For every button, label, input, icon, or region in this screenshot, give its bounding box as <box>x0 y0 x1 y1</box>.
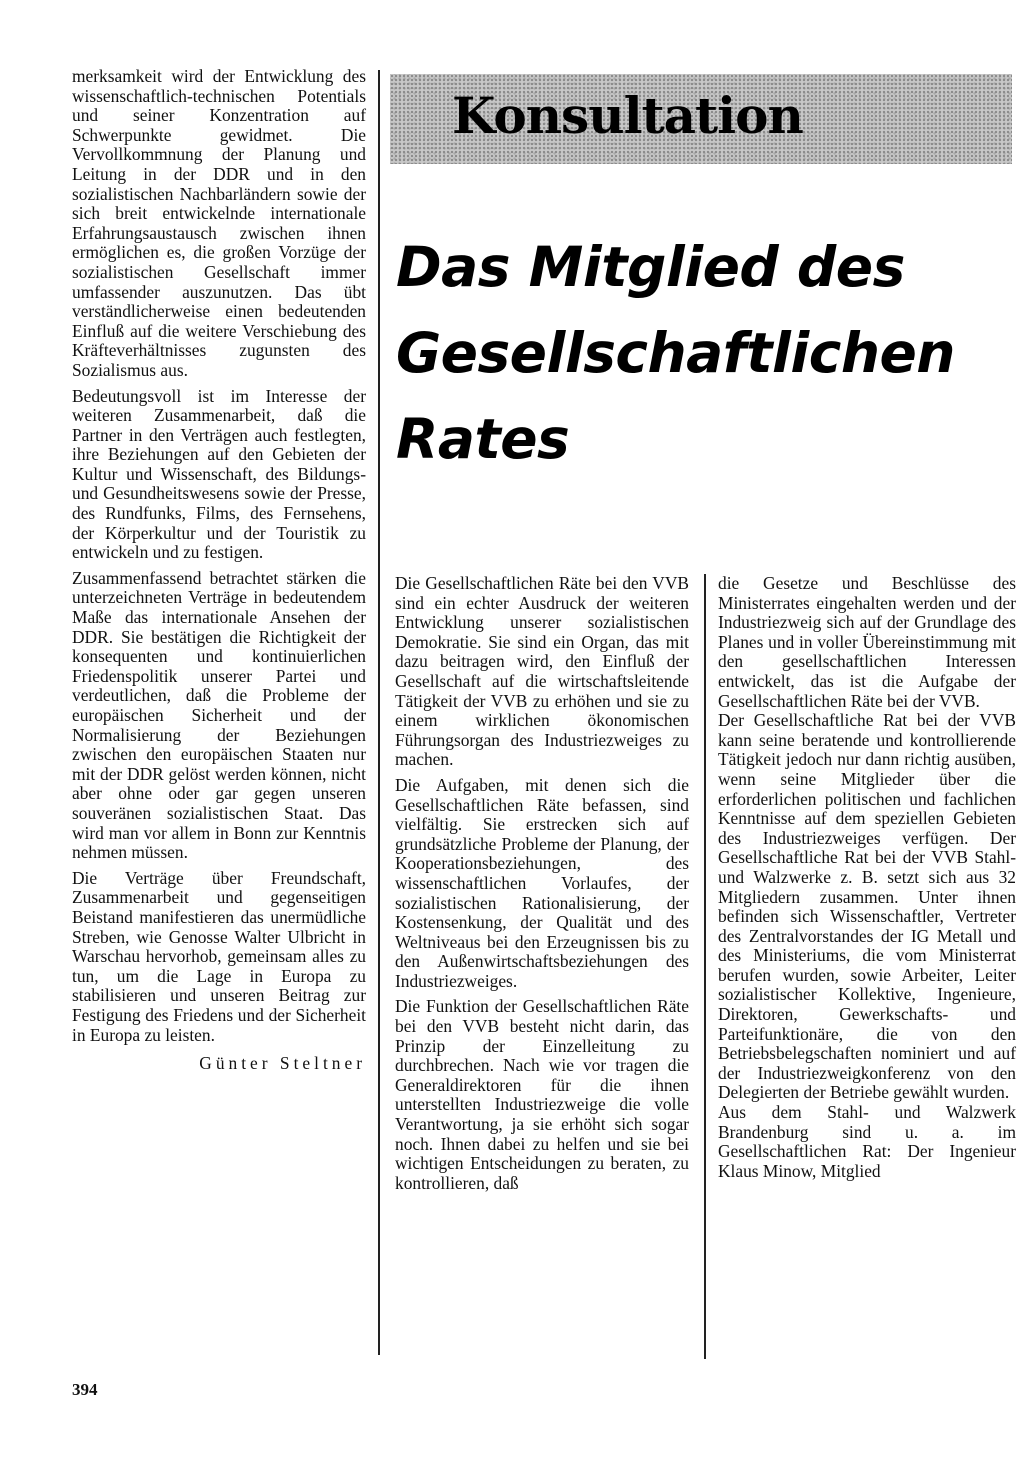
section-banner <box>390 74 1012 164</box>
right-paragraph-3: Aus dem Stahl- und Walzwerk Brandenburg sind u. a. im Gesellschaftlichen Rat: Der Ingenieur Klaus Minow, Mitglied <box>718 1102 1016 1181</box>
middle-paragraph-3: Die Funktion der Gesellschaftlichen Räte bei den VVB besteht nicht darin, das Prinzip der Einzelleitung zu durchbrechen. Nach wie vor tragen die Generaldirektoren für die ihnen unterstellten Industriezweige die volle Verantwortung, ja sie erhöht sich sogar noch. Ihnen dabei zu helfen und sie bei wichtigen Entscheidungen zu beraten, zu kontrollieren, daß <box>395 996 689 1193</box>
column-divider-left <box>378 70 380 1355</box>
author-byline: Günter Steltner <box>199 1053 366 1074</box>
left-paragraph-4: Die Verträge über Freundschaft, Zusammenarbeit und gegenseitigen Beistand manifestieren das unermüdliche Streben, wie Genosse Walter Ulbricht in Warschau hervorhob, gemeinsam alles zu tun, um die Lage in Europa zu stabilisieren und unseren Beitrag zur Festigung des Friedens und der Sicherheit in Europa zu leisten. <box>72 867 366 1045</box>
page-number: 394 <box>72 1380 98 1399</box>
left-paragraph-1: merksamkeit wird der Entwicklung des wissenschaftlich-technischen Potentials und seiner Konzentration auf Schwerpunkte gewidmet. Die Vervollkommnung der Planung und Leitung in der DDR und in den sozialistischen Nachbarländern sowie der sich breit entwickelnde internationale Erfahrungsaustausch zwischen ihnen ermöglichen es, die großen Vorzüge der sozialistischen Gesellschaft immer umfassender auszunutzen. Das übt verständlicherweise einen bedeutenden Einfluß auf die weitere Verschiebung des Kräfteverhältnisses zugunsten des Sozialismus aus. <box>72 66 366 380</box>
column-divider-middle <box>704 574 706 1359</box>
article-headline: Das Mitglied des Gesellschaftlichen Rates <box>396 235 955 471</box>
middle-paragraph-1: Die Gesellschaftlichen Räte bei den VVB sind ein echter Ausdruck der weiteren Entwicklung unserer sozialistischen Demokratie. Sie sind ein Organ, das mit dazu beitragen wird, den Einfluß der Gesellschaft auf die wirtschaftsleitende Tätigkeit der VVB zu erhöhen und sie zu einem wirklichen ökonomischen Führungsorgan des Industriezweiges zu machen. <box>395 573 689 770</box>
middle-paragraph-2: Die Aufgaben, mit denen sich die Gesellschaftlichen Räte befassen, sind vielfältig. Sie erstrecken sich auf grundsätzliche Probleme der Planung, der Kooperationsbeziehungen, des wissenschaftlichen Vorlaufes, der sozialistischen Rationalisierung, der Kostensenkung, der Qualität und des Weltniveaus bei den Erzeugnissen bis zu den Außenwirtschaftsbeziehungen des Industriezweiges. <box>395 774 689 991</box>
right-column <box>718 574 1016 1181</box>
left-paragraph-3: Zusammenfassend betrachtet stärken die unterzeichneten Verträge in bedeutendem Maße das internationale Ansehen der DDR. Sie bestätigen die Richtigkeit der konsequenten und kontinuierlichen Friedenspolitik unserer Partei und verdeutlichen, daß die Probleme der europäischen Sicherheit und der Normalisierung der Beziehungen zwischen den europäischen Staaten nur mit der DDR gelöst werden können, nicht aber ohne oder gar gegen unseren souveränen sozialistischen Staat. Das wird man vor allem in Bonn zur Kenntnis nehmen müssen. <box>72 567 366 863</box>
left-paragraph-2: Bedeutungsvoll ist im Interesse der weiteren Zusammenarbeit, daß die Partner in den Verträgen auch festlegten, ihre Beziehungen auf den Gebieten der Kultur und Wissenschaft, des Bildungs- und Gesundheitswesens sowie der Presse, des Rundfunks, Films, des Fernsehens, der Körperkultur und der Touristik zu entwickeln und zu festigen. <box>72 385 366 563</box>
section-banner-label: Konsultation <box>452 86 803 145</box>
right-paragraph-1: die Gesetze und Beschlüsse des Ministerrates eingehalten werden und der Industriezweig sich auf der Grundlage des Planes und in voller Übereinstimmung mit den gesellschaftlichen Interessen entwickelt, das ist die Aufgabe der Gesellschaftlichen Räte bei der VVB. <box>718 573 1016 711</box>
middle-column <box>395 574 689 1199</box>
right-paragraph-2: Der Gesellschaftliche Rat bei der VVB kann seine beratende und kontrollierende Tätigkeit jedoch nur dann richtig ausüben, wenn seine Mitglieder über die erforderlichen politischen und fachlichen Kenntnisse auf dem speziellen Gebieten des Industriezweiges verfügen. Der Gesellschaftliche Rat bei der VVB Stahl- und Walzwerke z. B. setzt sich aus 32 Mitgliedern zusammen. Unter ihnen befinden sich Wissenschaftler, Vertreter des Zentralvorstandes der IG Metall und des Ministeriums, die vom Ministerrat berufen wurden, sowie Arbeiter, Leiter sozialistischer Kollektive, Ingenieure, Direktoren, Gewerkschafts- und Parteifunktionäre, die von den Betriebsbelegschaften nominiert und auf der Industriezweigkonferenz von den Delegierten der Betriebe gewählt wurden. <box>718 710 1016 1103</box>
left-column <box>72 67 366 1073</box>
